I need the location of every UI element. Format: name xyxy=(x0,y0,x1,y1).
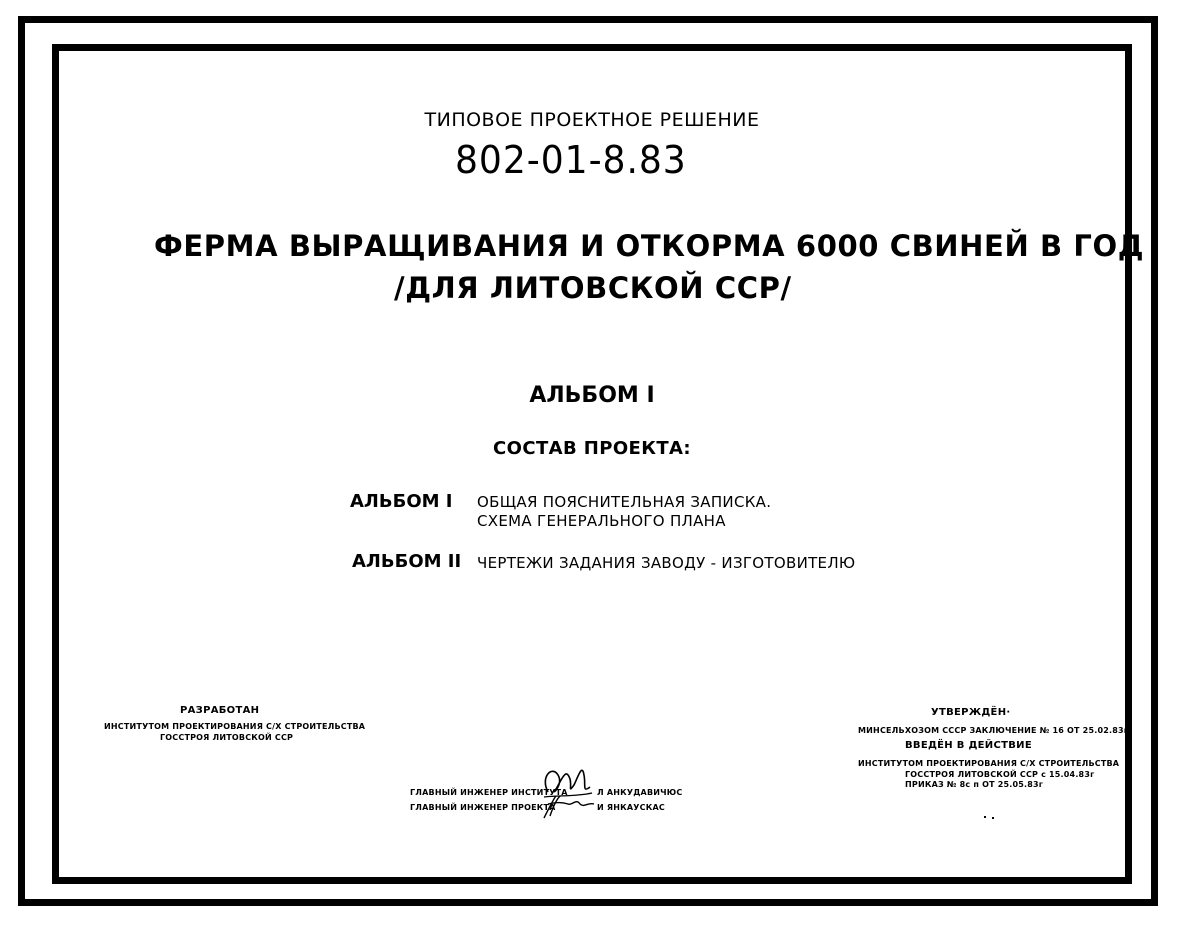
document-kind: ТИПОВОЕ ПРОЕКТНОЕ РЕШЕНИЕ xyxy=(424,109,760,131)
volume-desc-1b: СХЕМА ГЕНЕРАЛЬНОГО ПЛАНА xyxy=(477,512,726,530)
approved-heading: УТВЕРЖДЁН· xyxy=(931,707,1011,718)
enacted-line-2: ГОССТРОЯ ЛИТОВСКОЙ ССР с 15.04.83г xyxy=(905,770,1095,779)
volume-label-2: АЛЬБОМ II xyxy=(352,551,462,572)
title-line-1: ФЕРМА ВЫРАЩИВАНИЯ И ОТКОРМА 6000 СВИНЕЙ В ГОД xyxy=(154,229,1145,263)
title-line-2: /ДЛЯ ЛИТОВСКОЙ ССР/ xyxy=(394,271,792,305)
approved-line-1: МИНСЕЛЬХОЗОМ СССР ЗАКЛЮЧЕНИЕ № 16 ОТ 25.02.83г xyxy=(858,726,1129,735)
speck xyxy=(992,817,994,819)
volume-desc-1a: ОБЩАЯ ПОЯСНИТЕЛЬНАЯ ЗАПИСКА. xyxy=(477,493,772,511)
chief-engineer-project-name: И ЯНКАУСКАС xyxy=(597,803,665,812)
chief-engineer-project-role: ГЛАВНЫЙ ИНЖЕНЕР ПРОЕКТА xyxy=(410,803,556,812)
chief-engineer-institute-name: Л АНКУДАВИЧЮС xyxy=(597,788,683,797)
composition-heading: СОСТАВ ПРОЕКТА: xyxy=(493,438,691,459)
project-code: 802-01-8.83 xyxy=(455,138,687,182)
chief-engineer-institute-role: ГЛАВНЫЙ ИНЖЕНЕР ИНСТИТУТА xyxy=(410,788,568,797)
enacted-line-1: ИНСТИТУТОМ ПРОЕКТИРОВАНИЯ С/Х СТРОИТЕЛЬСТВА xyxy=(858,759,1120,768)
volume-label-1: АЛЬБОМ I xyxy=(350,491,453,512)
developed-heading: РАЗРАБОТАН xyxy=(180,705,260,716)
enacted-heading: ВВЕДЁН В ДЕЙСТВИЕ xyxy=(905,740,1032,751)
handwritten-signature-2 xyxy=(540,792,598,822)
speck xyxy=(984,816,986,818)
volume-desc-2: ЧЕРТЕЖИ ЗАДАНИЯ ЗАВОДУ - ИЗГОТОВИТЕЛЮ xyxy=(477,554,856,572)
developed-line-2: ГОССТРОЯ ЛИТОВСКОЙ ССР xyxy=(160,733,294,742)
enacted-line-3: ПРИКАЗ № 8с п ОТ 25.05.83г xyxy=(905,780,1044,789)
album-heading: АЛЬБОМ I xyxy=(529,383,655,408)
developed-line-1: ИНСТИТУТОМ ПРОЕКТИРОВАНИЯ С/Х СТРОИТЕЛЬСТВА xyxy=(104,722,366,731)
